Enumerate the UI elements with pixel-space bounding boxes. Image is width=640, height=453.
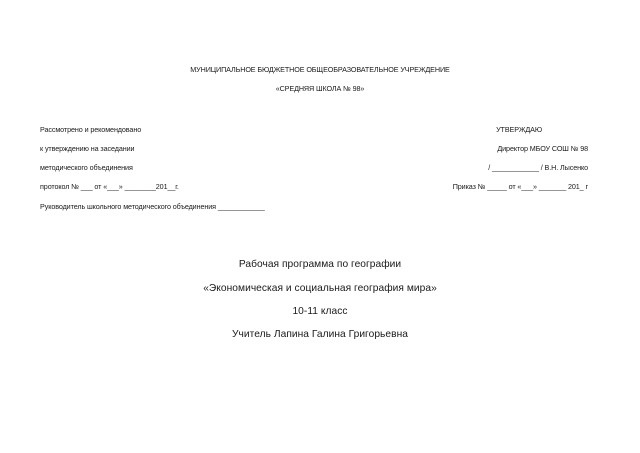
methodical-association-label: методического объединения xyxy=(40,163,133,172)
school-name: «СРЕДНЯЯ ШКОЛА № 98» xyxy=(275,84,365,93)
reviewed-label: Рассмотрено и рекомендовано xyxy=(40,125,142,134)
approval-meeting-label: к утверждению на заседании xyxy=(40,144,135,153)
protocol-line: протокол № ___ от «___» ________201__г. xyxy=(40,182,179,191)
director-signature-line: / ____________ / В.Н. Лысенко xyxy=(488,163,588,172)
program-title: Рабочая программа по географии xyxy=(238,259,402,270)
director-line: Директор МБОУ СОШ № 98 xyxy=(497,144,588,153)
order-line: Приказ № _____ от «___» _______ 201_ г xyxy=(452,182,588,191)
organization-name: МУНИЦИПАЛЬНОЕ БЮДЖЕТНОЕ ОБЩЕОБРАЗОВАТЕЛЬНОЕ УЧРЕЖДЕНИЕ xyxy=(190,65,450,74)
grade-label: 10-11 класс xyxy=(292,306,348,317)
approve-label: УТВЕРЖДАЮ xyxy=(496,125,542,134)
teacher-name: Учитель Лапина Галина Григорьевна xyxy=(232,329,408,340)
association-head-line: Руководитель школьного методического объединения ____________ xyxy=(40,202,265,211)
course-title: «Экономическая и социальная география мира» xyxy=(203,283,437,294)
